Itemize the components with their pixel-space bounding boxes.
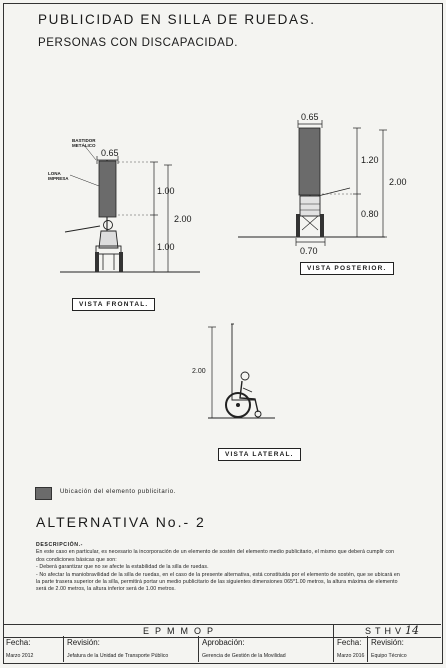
title-block: [3, 624, 441, 662]
fecha-cell: [3, 636, 63, 662]
front-view-drawing: [60, 145, 200, 272]
alternative-title: ALTERNATIVA No.- 2: [36, 514, 206, 530]
revision-value: Jefatura de la Unidad de Transporte Público: [67, 653, 169, 659]
aprobacion-cell: [198, 636, 334, 662]
front-lower-dim: 1.00: [157, 242, 175, 252]
front-width-dim: 0.65: [101, 148, 119, 158]
rear-lower-dim: 0.80: [361, 209, 379, 219]
rear-total-dim: 2.00: [389, 177, 407, 187]
side-view-drawing: [208, 324, 275, 418]
aprobacion-value: Gerencia de Gestión de la Movilidad: [202, 653, 286, 659]
fecha2-label: Fecha:: [337, 638, 362, 647]
sheet-number: 14: [405, 624, 420, 637]
fecha2-cell: [333, 636, 368, 662]
revision2-value: Equipo Técnico: [371, 653, 407, 659]
page-title: PUBLICIDAD EN SILLA DE RUEDAS.: [38, 12, 316, 27]
rear-sign-panel: [299, 128, 320, 195]
description-item-2: - No afectar la maniobravilidad de la silla de ruedas, en el caso de la presente alternativa, está constituida por el elemento de sostén, que se ubicará en la parte trasera superior de la silla, permitirá portar un medio publicitario de las siguientes dimensiones 065*1.00 metros, la altura máxima de elemento será de 2.00 metros, la altura inferior será de 1.00 metros.: [36, 571, 400, 593]
front-total-dim: 2.00: [174, 214, 192, 224]
legend-text: Ubicación del elemento publicitario.: [60, 489, 176, 495]
side-total-dim: 2.00: [192, 368, 206, 375]
side-view-caption: VISTA LATERAL.: [218, 448, 301, 461]
front-sign-panel: [99, 161, 116, 217]
rear-upper-dim: 1.20: [361, 155, 379, 165]
revision2-cell: [367, 636, 442, 662]
rear-view-caption: VISTA POSTERIOR.: [300, 262, 394, 275]
revision-cell: [63, 636, 199, 662]
description-item-1: - Deberá garantizar que no se afecte la estabilidad de la silla de ruedas.: [36, 564, 209, 571]
fecha-value: Marzo 2012: [6, 653, 34, 659]
page-subtitle: PERSONAS CON DISCAPACIDAD.: [38, 37, 239, 49]
description-heading: DESCRIPCIÓN.-: [36, 542, 83, 548]
rear-width-top-dim: 0.65: [301, 112, 319, 122]
revision-label: Revisión:: [67, 638, 100, 647]
front-frame-label: BASTIDOR METÁLICO: [72, 138, 96, 148]
revision2-label: Revisión:: [371, 638, 404, 647]
fecha-label: Fecha:: [6, 638, 31, 647]
organization-name: EPMMOP: [143, 626, 220, 636]
rear-view-drawing: [238, 120, 387, 246]
document-code-letters: STHV: [365, 626, 406, 636]
description-body: En este caso en particular, es necesario la incorporación de un elemento de sostén del elemento medio publicitario, el mismo que deberá cumplir con dos condiciones básicas que son:: [36, 549, 395, 563]
rear-width-bottom-dim: 0.70: [300, 246, 318, 256]
aprobacion-label: Aprobación:: [202, 638, 245, 647]
fecha2-value: Marzo 2016: [337, 653, 365, 659]
legend-swatch: [35, 487, 52, 500]
front-upper-dim: 1.00: [157, 186, 175, 196]
front-sign-label: LONA IMPRESA: [48, 171, 69, 181]
description-block: [36, 542, 404, 594]
front-view-caption: VISTA FRONTAL.: [72, 298, 155, 311]
